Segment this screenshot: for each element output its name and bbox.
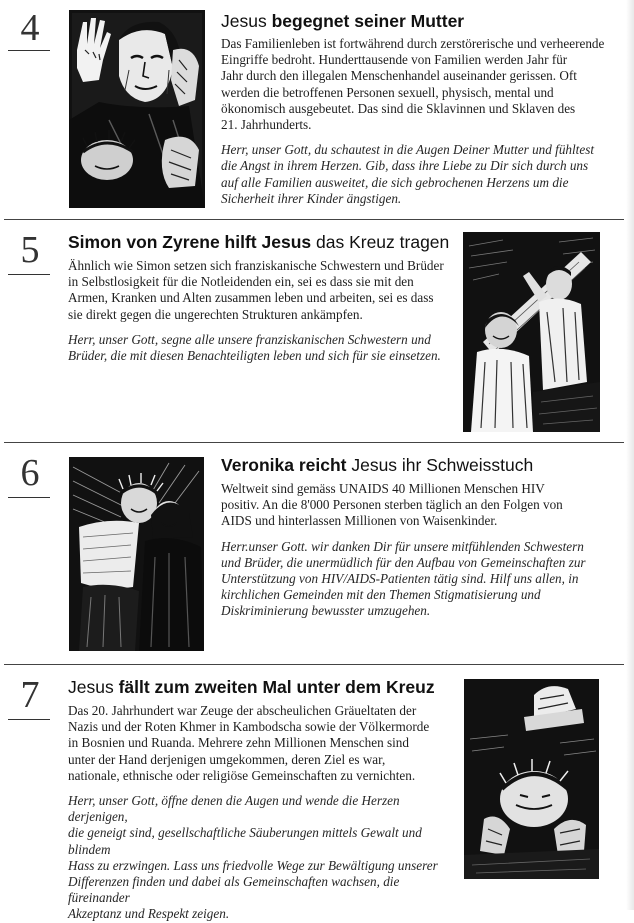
prayer-line: Hass zu erzwingen. Lass uns friedvolle Wege zur Bewältigung unserer [68, 857, 438, 873]
title-bold: begegnet seiner Mutter [271, 11, 465, 31]
station-number: 4 [20, 7, 40, 49]
prayer-line: und Brüder, die unermüdlich für den Aufbau von Gemeinschaften zur [221, 554, 586, 570]
number-underline [8, 274, 50, 275]
woodcut-second-fall-icon [464, 679, 599, 879]
number-underline [8, 50, 50, 51]
station-title [221, 454, 533, 476]
text-line: in Bosnien und Ruanda. Mehrere zehn Millionen Menschen sind [68, 735, 409, 751]
title-plain: Jesus [221, 11, 272, 31]
woodcut-jesus-meets-mother-icon [69, 10, 205, 208]
text-line: Nazis und der Roten Khmer in Kambodscha sowie der Völkermorde [68, 719, 430, 735]
station-4 [0, 0, 634, 220]
station-text [68, 258, 458, 364]
text-line: ökonomisch ausgebeutet. Das sind die Sklavinnen und Sklaven des [221, 100, 576, 116]
station-title [221, 10, 464, 32]
prayer-line: Herr, unser Gott, segne alle unsere franziskanischen Schwestern und [68, 331, 431, 347]
prayer-line: Diskriminierung bewusster umzugehen. [221, 603, 431, 619]
title-plain-after: das Kreuz tragen [311, 232, 450, 252]
prayer-line: die Angst in ihrem Herzen. Gib, dass ihre Liebe zu Dir sich durch uns [221, 158, 589, 174]
text-line: positiv. An die 8'000 Personen sterben täglich an den Folgen von [221, 497, 563, 513]
text-line: sie direkt gegen die ungerechten Strukturen ankämpfen. [68, 306, 363, 322]
text-line: 21. Jahrhunderts. [221, 117, 312, 133]
title-plain: Jesus [68, 677, 119, 697]
text-line: in Selbstlosigkeit für die Notleidenden ein, sei es dass sie mit den [68, 274, 414, 290]
title-bold: fällt zum zweiten Mal unter dem Kreuz [118, 677, 435, 697]
station-title [68, 676, 435, 698]
text-line: Das 20. Jahrhundert war Zeuge der abscheulichen Gräueltaten der [68, 703, 417, 718]
prayer-line: Akzeptanz und Respekt zeigen. [68, 906, 230, 922]
station-text [68, 703, 460, 923]
title-bold: Simon von Zyrene hilft Jesus [68, 232, 312, 252]
text-line: Weltweit sind gemäss UNAIDS 40 Millionen Menschen HIV [221, 481, 545, 496]
station-number: 5 [20, 229, 40, 271]
text-line: Armen, Kranken und Alten zusammen leben und arbeiten, sei es dass [68, 290, 434, 306]
prayer-line: Herr, unser Gott, öffne denen die Augen und wende die Herzen derjenigen, [68, 793, 400, 825]
woodcut-simon-of-cyrene-icon [463, 232, 600, 432]
prayer-line: Sicherheit ihrer Kinder ängstigen. [221, 190, 402, 206]
station-text [221, 481, 627, 620]
prayer-line: Herr, unser Gott, du schautest in die Augen Deiner Mutter und fühltest [221, 142, 594, 158]
prayer-line: Unterstützung von HIV/AIDS-Patienten tätig sind. Hilf uns allen, in [221, 571, 579, 587]
station-7 [0, 665, 634, 922]
text-line: Jahr durch den illegalen Menschenhandel auseinander gerissen. Oft [221, 68, 577, 84]
text-line: nationale, ethnische oder religiöse Gemeinschaften zu vernichten. [68, 767, 416, 783]
prayer-line: Brüder, die mit diesen Benachteiligten leben und sich für sie einsetzen. [68, 348, 441, 364]
title-bold: Veronika reicht [221, 455, 347, 475]
prayer-line: die geneigt sind, gesellschaftliche Säuberungen mittels Gewalt und blindem [68, 825, 422, 857]
station-5 [0, 220, 634, 442]
station-text [221, 36, 627, 207]
text-line: Eingriffe bedroht. Hunderttausende von Familien werden Jahr für [221, 52, 568, 68]
station-number: 7 [20, 674, 40, 716]
text-line: AIDS und hinterlassen Millionen von Waisenkinder. [221, 513, 498, 529]
text-line: Das Familienleben ist fortwährend durch zerstörerische und verheerende [221, 36, 605, 51]
prayer-line: auf alle Familien ausweitet, die sich gebrochenen Herzens um die [221, 174, 569, 190]
woodcut-veronika-icon [69, 457, 204, 651]
station-title [68, 231, 449, 253]
title-plain-after: Jesus ihr Schweisstuch [346, 455, 534, 475]
prayer-line: Differenzen finden und dabei als Gemeinschaften wachsen, die füreinander [68, 874, 400, 906]
prayer-line: Herr.unser Gott. wir danken Dir für unsere mitfühlenden Schwestern [221, 538, 584, 554]
station-6 [0, 443, 634, 665]
text-line: Ähnlich wie Simon setzen sich franziskanische Schwestern und Brüder [68, 258, 444, 273]
text-line: werden die betroffenen Personen sexuell, physisch, mental und [221, 84, 554, 100]
station-number: 6 [20, 452, 40, 494]
number-underline [8, 497, 50, 498]
prayer-line: kirchlichen Gemeinden mit den Themen Stigmatisierung und [221, 587, 541, 603]
number-underline [8, 719, 50, 720]
text-line: unter der Hand derjenigen umgekommen, deren Ziel es war, [68, 751, 386, 767]
